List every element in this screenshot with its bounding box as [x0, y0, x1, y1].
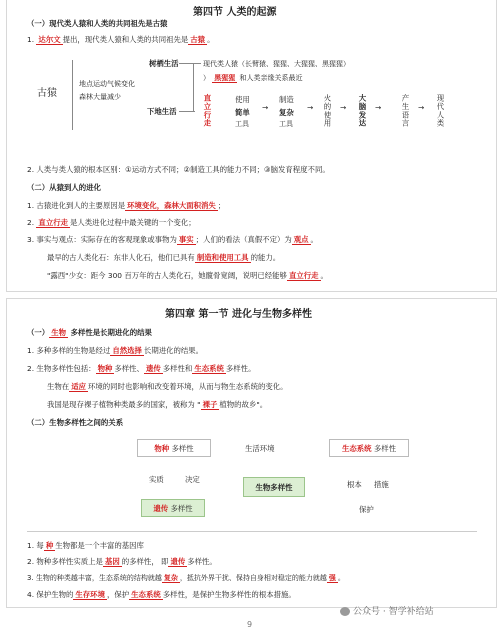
dimian-label: 下地生活	[147, 107, 177, 116]
upright-walk: 直立行走	[203, 94, 212, 128]
para-1: 1. 古猿进化到人的主要原因是 环境变化，森林大面积消失 ；	[27, 201, 226, 210]
q-line-2: 2. 物种多样性实质上是 基因 的多样性， 即 遗传 多样性。	[27, 557, 217, 566]
arrow-1: →	[262, 103, 269, 112]
page-number: 9	[247, 620, 253, 629]
shuqi-label: 树栖生活	[149, 59, 179, 68]
sheet-top	[6, 0, 497, 292]
para-5: "露西"少女：距今 300 百万年的古人类化石，她髋骨宽阔，说明已经能够 直立行走 。	[47, 271, 328, 280]
para-4: 最早的古人类化石：东非人化石，他们已具有 制造和使用工具 的能力。	[47, 253, 281, 262]
living-environment: 生活环境	[245, 444, 275, 453]
s2-line-4: 我国是现存裸子植物种类最多的国家，被称为 " 裸子 植物的故乡"。	[47, 400, 268, 409]
step-make: 制造	[279, 95, 294, 104]
wechat-icon	[340, 607, 350, 616]
heading-3: （一） 生物 多样性是长期进化的结果	[27, 328, 152, 337]
arrow-3: →	[340, 103, 347, 112]
section-title-1: 第四节 人类的起源	[193, 7, 277, 18]
closest: ） 黑猩猩 和人类亲缘关系最近	[203, 74, 303, 82]
guyuan-label: 古猿	[37, 88, 57, 99]
step-human: 现代人类	[436, 94, 445, 128]
arrow-4: →	[375, 103, 382, 112]
species-diversity-box: 物种 多样性	[137, 439, 211, 457]
step-simple: 简单	[235, 108, 250, 117]
s2-line-1: 1. 多种多样的生物是经过 自然选择 长期进化的结果。	[27, 346, 204, 355]
para-2: 2. 直立行走 是人类进化过程中最关键的一个变化；	[27, 218, 196, 227]
decide-label: 决定	[185, 475, 200, 484]
cond-1: 地点运动气候变化	[79, 80, 135, 88]
s2-line-3: 生物在 适应 环境的同时也影响和改变着环境，从而与物生态系统的变化。	[47, 382, 288, 391]
step-tool1: 工具	[235, 120, 249, 128]
step-language: 产生语言	[401, 94, 410, 128]
para-3: 3. 事实与观点：实际存在的客观现象或事物为 事实 ；人们的看法（真假不定）为 观点 。	[27, 235, 318, 244]
protect-label: 保护	[359, 505, 374, 514]
q-line-3: 3. 生物的种类越丰富，生态系统的结构就越 复杂 ，抵抗外界干扰、保持自身相对稳定的能力就越 强 。	[27, 574, 345, 582]
heading-2: （二）从猿到人的进化	[27, 183, 101, 192]
watermark: 公众号 · 智学补给站	[340, 604, 434, 617]
heading-4: （二）生物多样性之间的关系	[27, 418, 124, 427]
heading-1: （一）现代类人猿和人类的共同祖先是古猿	[27, 19, 168, 28]
sheet-bottom	[6, 298, 497, 608]
step-use: 使用	[235, 95, 250, 104]
biodiversity-center: 生物多样性	[243, 477, 305, 497]
step-fire: 火的使用	[323, 94, 332, 128]
essence-label: 实质	[149, 475, 164, 484]
arrow-2: →	[307, 103, 314, 112]
cond-2: 森林大量减少	[79, 93, 121, 101]
q-line-1: 1. 每 种 生物都是一个丰富的基因库	[27, 541, 144, 550]
ecosystem-diversity-box: 生态系统 多样性	[329, 439, 409, 457]
section-title-2: 第四章 第一节 进化与生物多样性	[165, 309, 312, 320]
step-complex: 复杂	[279, 108, 294, 117]
step-tool2: 工具	[279, 120, 293, 128]
measure-label: 措施	[374, 480, 389, 489]
step-brain: 大脑发达	[358, 94, 367, 128]
arrow-5: →	[418, 103, 425, 112]
modern-apes: 现代类人猿（长臂猿、猩猩、大猩猩、黑猩猩）	[203, 60, 350, 68]
line-2: 2. 人类与类人猿的根本区别：①运动方式不同；②制造工具的能力不同；③脑发育程度不同。	[27, 165, 330, 174]
q-line-4: 4. 保护生物的 生存环境 ，保护 生态系统 多样性，是保护生物多样性的根本措施。	[27, 590, 296, 599]
s2-line-2: 2. 生物多样性包括： 物种 多样性、 遗传 多样性和 生态系统 多样性。	[27, 364, 256, 373]
line-1: 1. 达尔文 提出，现代类人猿和人类的共同祖先是 古猿 。	[27, 35, 215, 44]
basis-label: 根本	[347, 480, 362, 489]
genetic-diversity-box: 遗传 多样性	[141, 499, 205, 517]
